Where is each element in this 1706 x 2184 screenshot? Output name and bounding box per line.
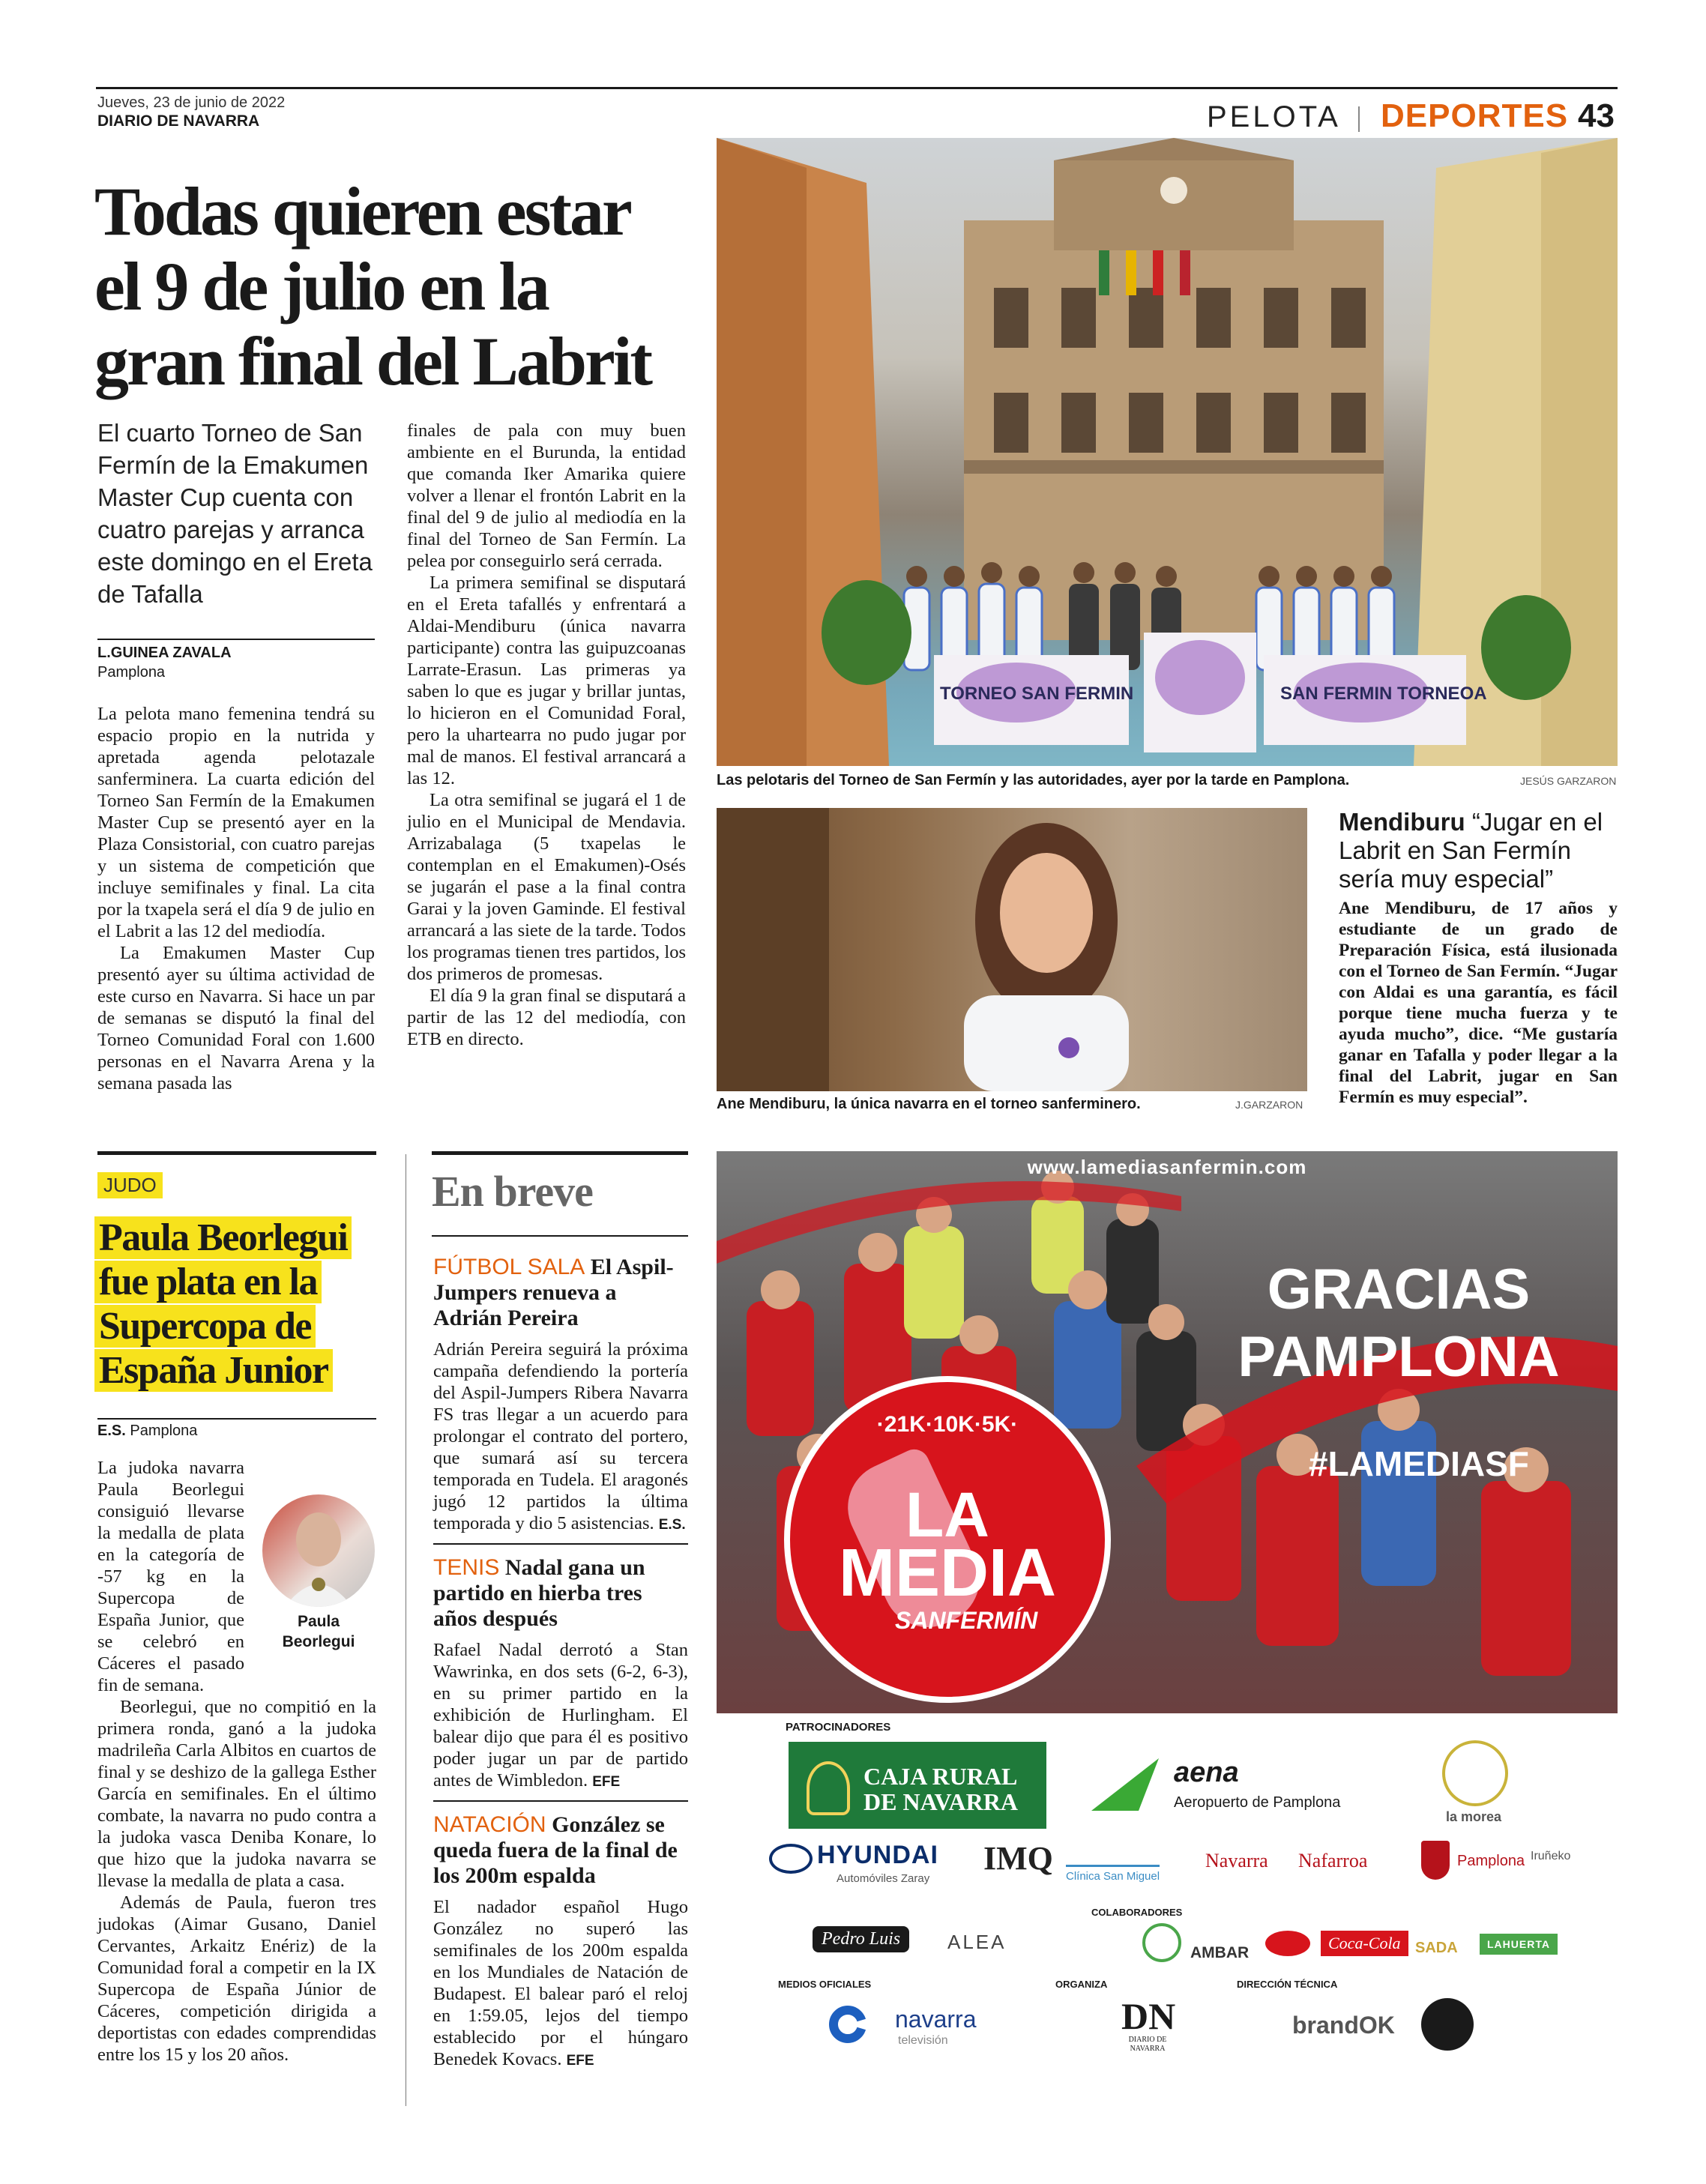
main-location: Pamplona	[97, 664, 166, 681]
main-col2	[407, 420, 686, 1050]
breve-headline-text: González se queda fuera de la final de los 200m espalda	[433, 1812, 678, 1888]
breve-headline	[433, 1255, 688, 1331]
main-col1	[97, 703, 375, 1094]
breve-tag: TENIS	[433, 1555, 500, 1580]
breve-item-tenis	[433, 1555, 688, 1802]
slogan-line: GRACIAS	[1267, 1258, 1531, 1321]
ambar-logo[interactable]: AMBAR	[1190, 1944, 1250, 1961]
breve-top-rule	[432, 1151, 688, 1155]
aena-swoosh-icon	[1091, 1758, 1159, 1811]
caption-line: Paula	[297, 1613, 340, 1630]
coca-cola-logo[interactable]: Coca-Cola	[1321, 1931, 1408, 1956]
section-divider	[1358, 106, 1360, 132]
hyundai-logo[interactable]	[769, 1841, 956, 1893]
pedro-luis-logo[interactable]: Pedro Luis	[813, 1926, 909, 1952]
ayto-name: Pamplona	[1457, 1853, 1525, 1869]
breve-item-futbol	[433, 1255, 688, 1545]
dn-letters: DN	[1121, 1995, 1176, 2037]
caja-rural-line: DE NAVARRA	[863, 1788, 1018, 1815]
aena-name: aena	[1174, 1757, 1239, 1788]
morea-name: la morea	[1445, 1809, 1502, 1824]
imq-logo[interactable]: IMQ	[983, 1840, 1053, 1877]
lahuerta-logo[interactable]: LAHUERTA	[1480, 1934, 1558, 1955]
judo-headline	[94, 1216, 379, 1393]
byline-rule	[97, 639, 375, 640]
breve-body: Rafael Nadal derrotó a Stan Wawrinka, en dos sets (6-2, 6-3), en su primer partido en la exhibición de Hurlingham. El balear dijo que para él es positivo poder jugar un par de partido antes de Wimbledon.	[433, 1640, 688, 1791]
paragraph: La Emakumen Master Cup presentó ayer su última actividad de este curso en Navarra. Si hace un par de semanas se disputó la final del Torneo Comunidad Foral con 1.600 personas en el Navarra Arena y la semana pasada las	[97, 943, 375, 1093]
breve-headline	[433, 1812, 688, 1889]
city-hall-illustration	[717, 138, 1618, 766]
judo-photo-box	[255, 1494, 375, 1652]
caption-line: Beorlegui	[282, 1633, 355, 1650]
medios-title: MEDIOS OFICIALES	[778, 1979, 872, 1990]
wheat-icon	[807, 1761, 850, 1815]
alea-logo[interactable]: ALEA	[947, 1931, 1007, 1953]
top-rule	[96, 87, 1618, 89]
hyundai-h-icon	[769, 1844, 813, 1874]
ad-photo	[717, 1151, 1618, 1713]
judo-location: Pamplona	[130, 1423, 198, 1439]
breve-headline-text: Nadal gana un partido en hierba tres años después	[433, 1555, 645, 1631]
category-label: DEPORTES	[1381, 97, 1569, 134]
logo-distances: ·21K·10K·5K·	[876, 1412, 1019, 1437]
headline-line: Todas quieren estar	[94, 173, 630, 250]
navarra-tv-sub: televisión	[898, 2034, 948, 2047]
breve-tag: NATACIÓN	[433, 1812, 546, 1837]
paper-name: DIARIO DE NAVARRA	[97, 112, 260, 130]
nafarroa-logo[interactable]: Nafarroa	[1298, 1850, 1368, 1871]
breve-headline-text: El Aspil-Jumpers renueva a Adrián Pereira	[433, 1255, 674, 1330]
paragraph: Además de Paula, fueron tres judokas (Aimar Gusano, Daniel Cervantes, Arkaitz Enériz) de la Comunidad foral a competir en la IX Supercopa de España Júnior de Cáceres, competición dirigida a deportistas con edades comprendidas entre los 15 y los 20 años.	[97, 1892, 376, 2065]
dn-sub: DIARIO DE NAVARRA	[1128, 2036, 1167, 2053]
la-media-logo	[784, 1376, 1111, 1703]
navarra-tv-name: navarra	[895, 2006, 977, 2033]
hyundai-name: HYUNDAI	[817, 1841, 938, 1869]
judo-body	[97, 1457, 376, 2066]
sidebar-quote: “Jugar en el Labrit en San Fermín sería muy especial”	[1339, 808, 1603, 893]
headline-line: Paula Beorlegui	[94, 1216, 352, 1259]
red-badge-icon[interactable]	[1265, 1931, 1310, 1956]
slogan-line: PAMPLONA	[1238, 1325, 1560, 1389]
breve-headline	[433, 1555, 688, 1632]
judo-tag: JUDO	[97, 1172, 163, 1198]
judo-author: E.S.	[97, 1423, 126, 1439]
breve-title: En breve	[432, 1167, 593, 1216]
judo-top-rule	[97, 1151, 376, 1155]
la-morea-logo[interactable]	[1429, 1740, 1519, 1830]
judo-byline	[97, 1423, 197, 1440]
main-photo	[717, 138, 1618, 766]
ad-slogan	[1196, 1256, 1601, 1391]
main-photo-credit: JESÚS GARZARON	[1520, 775, 1617, 787]
paragraph: finales de pala con muy buen ambiente en el Burunda, la entidad que comanda Iker Amarika quiere volver a llenar el frontón Labrit en la final del 9 de julio al mediodía en la final del Torneo de San Fermín. La pelea por conseguirlo será cerrada.	[407, 420, 686, 571]
judo-photo	[262, 1494, 375, 1607]
breve-text	[433, 1896, 688, 2072]
ad-url[interactable]: www.lamediasanfermin.com	[1027, 1156, 1307, 1178]
judo-photo-caption	[262, 1611, 375, 1652]
reyno-navarra-logo[interactable]: Navarra	[1205, 1850, 1268, 1871]
ayuntamiento-logo[interactable]	[1421, 1841, 1586, 1886]
logo-la: LA	[905, 1479, 989, 1550]
dn-logo[interactable]	[1121, 1997, 1174, 2072]
ceramica-icon[interactable]	[1142, 1923, 1181, 1962]
colaboradores-title: COLABORADORES	[1091, 1907, 1183, 1918]
judo-byline-rule	[97, 1418, 376, 1420]
cope-icon[interactable]	[829, 2006, 866, 2043]
sidebar-name: Mendiburu	[1339, 808, 1465, 836]
sidebar-text: Ane Mendiburu, de 17 años y estudiante de un grado de Preparación Física, está ilusionada con el Torneo de San Fermín. “Jugar con Aldai es una garantía, es fácil porque tiene mucha fuerza y te ayuda mucho”, dice. “Me gustaría ganar en Tafalla y poder llegar a la final del Labrit, jugar en San Fermín es muy especial”.	[1339, 899, 1618, 1107]
paragraph: La pelota mano femenina tendrá su espacio propio en la nutrida y apretada agenda pelotazale sanferminera. La cuarta edición del Torneo San Fermín de la Emakumen Master Cup se presentó ayer en la Plaza Consistorial, con cuatro parejas y un sistema de competición que incluye semifinales y final. La cita por la txapela será el día 9 de julio en el Labrit a las 12 del mediodía.	[97, 704, 375, 941]
breve-title-rule	[432, 1235, 688, 1237]
portrait-photo	[717, 808, 1307, 1091]
page-number: 43	[1578, 97, 1615, 134]
banner-left-text: TORNEO SAN FERMIN	[940, 684, 1134, 704]
brandok-logo[interactable]: brandOK	[1292, 2012, 1395, 2039]
breve-signature: EFE	[566, 2053, 594, 2069]
ad-hashtag: #LAMEDIASF	[1309, 1444, 1529, 1483]
paragraph: Beorlegui, que no compitió en la primera ronda, ganó a la judoka madrileña Carla Albitos en cuartos de final y se deshizo de la gallega Esther García en semifinales. En el último combate, la navarra no pudo contra a la judoka vasca Deniba Konare, lo que hizo que la judoka navarra se llevase la medalla de plata a casa.	[97, 1697, 376, 1891]
sada-logo[interactable]: SADA	[1415, 1940, 1458, 1956]
headline-line: Supercopa de	[94, 1305, 316, 1348]
paragraph: La otra semifinal se jugará el 1 de julio en el Municipal de Mendavia. Arrizabalaga (5 txapelas le contemplan en el Emakumen)-Osés se jugarán el pase a la final contra Garai y la joven Gaminde. El festival arrancará a las siete de la tarde. Todos los programas tienen tres partidos, los dos primeros de promesas.	[407, 790, 686, 984]
direccion-title: DIRECCIÓN TÉCNICA	[1237, 1979, 1338, 1990]
breve-body: El nadador español Hugo González no superó las semifinales de los 200m espalda en los Mundiales de Natación de Budapest. El balear paró el reloj en 1:59.05, lejos del tiempo establecido por el húngaro Benedek Kovacs.	[433, 1897, 688, 2069]
portrait-caption: Ane Mendiburu, la única navarra en el torneo sanferminero.	[717, 1096, 1141, 1112]
breve-list	[433, 1255, 688, 2072]
breve-tag: FÚTBOL SALA	[433, 1255, 585, 1279]
aena-sub: Aeropuerto de Pamplona	[1174, 1794, 1341, 1811]
breve-signature: EFE	[592, 1774, 621, 1790]
caja-rural-logo[interactable]	[789, 1742, 1046, 1829]
clinica-logo[interactable]: Clínica San Miguel	[1066, 1865, 1160, 1883]
hyundai-sub: Automóviles Zaray	[837, 1872, 930, 1885]
breve-item-natacion	[433, 1812, 688, 2072]
breve-body: Adrián Pereira seguirá la próxima campaña defendiendo la portería del Aspil-Jumpers Ribera Navarra FS tras llegar a un acuerdo para prolongar el contrato del portero, que sumará así su tercera temporada en Tudela. El aragonés jugó 12 partidos la última temporada y dio 5 asistencias.	[433, 1339, 688, 1533]
paragraph: La judoka navarra Paula Beorlegui consiguió llevarse la medalla de plata en la categoría de -57 kg en la Supercopa de España Junior, que se celebró en Cáceres el pasado fin de semana.	[97, 1458, 244, 1695]
breve-text	[433, 1339, 688, 1536]
paragraph: El día 9 la gran final se disputará a partir de las 12 del mediodía, con ETB en directo.	[407, 986, 686, 1049]
mountain-logo-icon[interactable]	[1421, 1998, 1474, 2051]
caja-rural-line: CAJA RURAL	[863, 1763, 1018, 1790]
sidebar-heading	[1339, 808, 1616, 893]
headline-line: el 9 de julio en la	[94, 248, 548, 325]
navarra-tv-logo[interactable]	[895, 2006, 1015, 2051]
irunerria-name: Iruñeko	[1531, 1850, 1571, 1862]
paragraph: La primera semifinal se disputará en el Ereta tafallés y enfrentará a Aldai-Mendiburu (única navarra participante) contra las guipuzcoanas Larrate-Erasun. Las primeras ya saben lo que es jugar y brillar juntas, lo hicieron en el Comunidad Foral, pero la uhartearra no pudo jugar por mal de manos. El festival arrancará a las 12.	[407, 573, 686, 788]
main-headline	[94, 174, 739, 399]
main-subhead: El cuarto Torneo de San Fermín de la Emakumen Master Cup cuenta con cuatro parejas y arranca este domingo en el Ereta de Tafalla	[97, 419, 373, 608]
main-byline: L.GUINEA ZAVALA	[97, 645, 232, 661]
sponsors-title: PATROCINADORES	[786, 1721, 891, 1734]
advertisement[interactable]	[717, 1151, 1618, 2103]
judo-portrait-illustration	[262, 1494, 375, 1607]
headline-line: fue plata en la	[94, 1261, 322, 1303]
banner-right-text: SAN FERMIN TORNEOA	[1280, 684, 1487, 704]
portrait-illustration	[717, 808, 1307, 1091]
organiza-title: ORGANIZA	[1055, 1979, 1108, 1990]
logo-media: MEDIA	[839, 1536, 1056, 1611]
breve-text	[433, 1639, 688, 1793]
breve-signature: E.S.	[658, 1517, 686, 1533]
shield-icon	[1421, 1841, 1450, 1880]
headline-line: gran final del Labrit	[94, 323, 651, 399]
breve-divider	[433, 1800, 688, 1802]
morea-circle-icon	[1442, 1740, 1508, 1806]
main-photo-caption: Las pelotaris del Torneo de San Fermín y las autoridades, ayer por la tarde en Pamplona.	[717, 772, 1350, 788]
headline-line: España Junior	[94, 1349, 333, 1392]
aena-logo[interactable]	[1091, 1751, 1376, 1826]
issue-date: Jueves, 23 de junio de 2022	[97, 94, 286, 111]
portrait-credit: J.GARZARON	[1235, 1099, 1303, 1111]
breve-divider	[433, 1543, 688, 1545]
section-label: PELOTA	[1207, 100, 1341, 133]
logo-sanfermin: SANFERMÍN	[895, 1607, 1038, 1634]
